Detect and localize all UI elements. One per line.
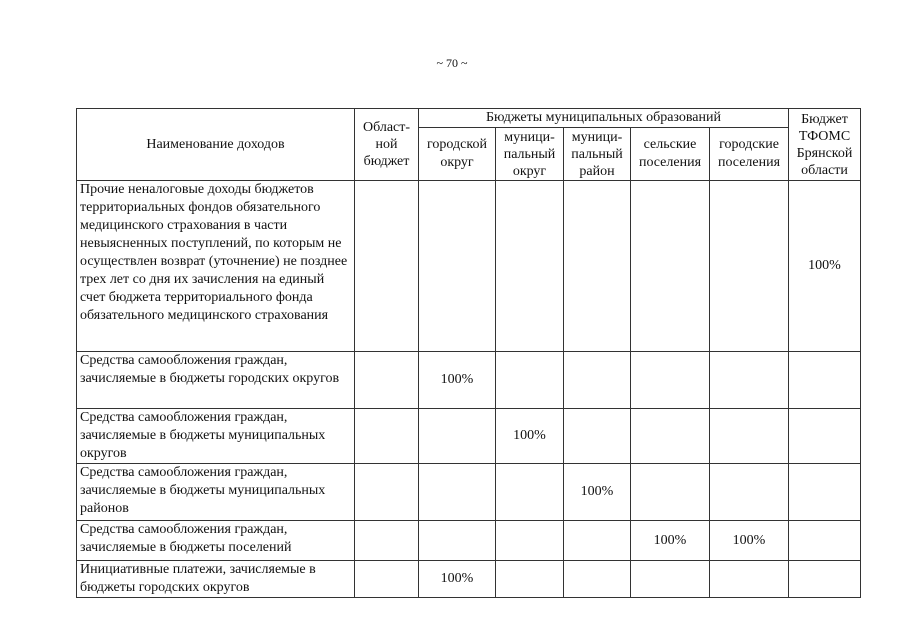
row-value: 100%: [496, 409, 564, 464]
table-row: [77, 561, 861, 598]
page-number: ~ 70 ~: [436, 56, 468, 70]
row-value: [496, 521, 564, 561]
header-tfoms: Бюджет ТФОМС Брянской области: [789, 109, 861, 181]
row-value: [789, 521, 861, 561]
row-value: [419, 181, 496, 352]
table-row: [77, 409, 861, 464]
row-value: [564, 561, 631, 598]
row-value: [631, 409, 710, 464]
row-value: 100%: [789, 181, 861, 352]
row-value: [419, 521, 496, 561]
row-value: [710, 561, 789, 598]
row-value: [355, 521, 419, 561]
row-value: 100%: [710, 521, 789, 561]
row-value: [631, 352, 710, 409]
header-municipal-okrug: муници- пальный округ: [496, 128, 564, 181]
row-value: [564, 409, 631, 464]
row-value: [710, 409, 789, 464]
row-value: [355, 561, 419, 598]
row-value: 100%: [564, 464, 631, 521]
table-row: [77, 521, 861, 561]
table-row: [77, 181, 861, 352]
row-value: [564, 352, 631, 409]
header-municipal-rayon: муници- пальный район: [564, 128, 631, 181]
row-value: [631, 464, 710, 521]
revenue-table: [76, 108, 861, 598]
table-row: [77, 464, 861, 521]
row-value: [631, 561, 710, 598]
row-value: 100%: [419, 352, 496, 409]
row-value: [564, 181, 631, 352]
row-name: Прочие неналоговые доходы бюджетов территориальных фондов обязательного медицинского страхования в части невыясненных поступлений, по которым не осуществлен возврат (уточнение) не позднее трех лет со дня их зачисления на единый счет бюджета территориального фонда обязательного медицинского страхования: [77, 181, 355, 352]
row-value: [355, 409, 419, 464]
row-value: [419, 464, 496, 521]
row-name: Средства самообложения граждан, зачисляемые в бюджеты муниципальных округов: [77, 409, 355, 464]
row-value: [789, 561, 861, 598]
row-value: [789, 409, 861, 464]
header-name: Наименование доходов: [77, 109, 355, 181]
row-value: [496, 352, 564, 409]
row-value: 100%: [631, 521, 710, 561]
row-value: [789, 352, 861, 409]
header-rural: сельские поселения: [631, 128, 710, 181]
row-value: [496, 561, 564, 598]
row-name: Средства самообложения граждан, зачисляемые в бюджеты муниципальных районов: [77, 464, 355, 521]
header-regional: Област- ной бюджет: [355, 109, 419, 181]
row-value: [710, 352, 789, 409]
row-value: [631, 181, 710, 352]
row-value: [710, 181, 789, 352]
row-value: [355, 352, 419, 409]
row-name: Средства самообложения граждан, зачисляемые в бюджеты поселений: [77, 521, 355, 561]
row-value: [496, 181, 564, 352]
row-name: Инициативные платежи, зачисляемые в бюджеты городских округов: [77, 561, 355, 598]
row-value: [419, 409, 496, 464]
table-row: [77, 352, 861, 409]
row-value: [496, 464, 564, 521]
row-value: [710, 464, 789, 521]
header-city-district: городской округ: [419, 128, 496, 181]
row-value: [789, 464, 861, 521]
header-municipal-group: Бюджеты муниципальных образований: [419, 109, 789, 128]
row-name: Средства самообложения граждан, зачисляемые в бюджеты городских округов: [77, 352, 355, 409]
row-value: [564, 521, 631, 561]
row-value: [355, 181, 419, 352]
row-value: 100%: [419, 561, 496, 598]
header-urban: городские поселения: [710, 128, 789, 181]
row-value: [355, 464, 419, 521]
